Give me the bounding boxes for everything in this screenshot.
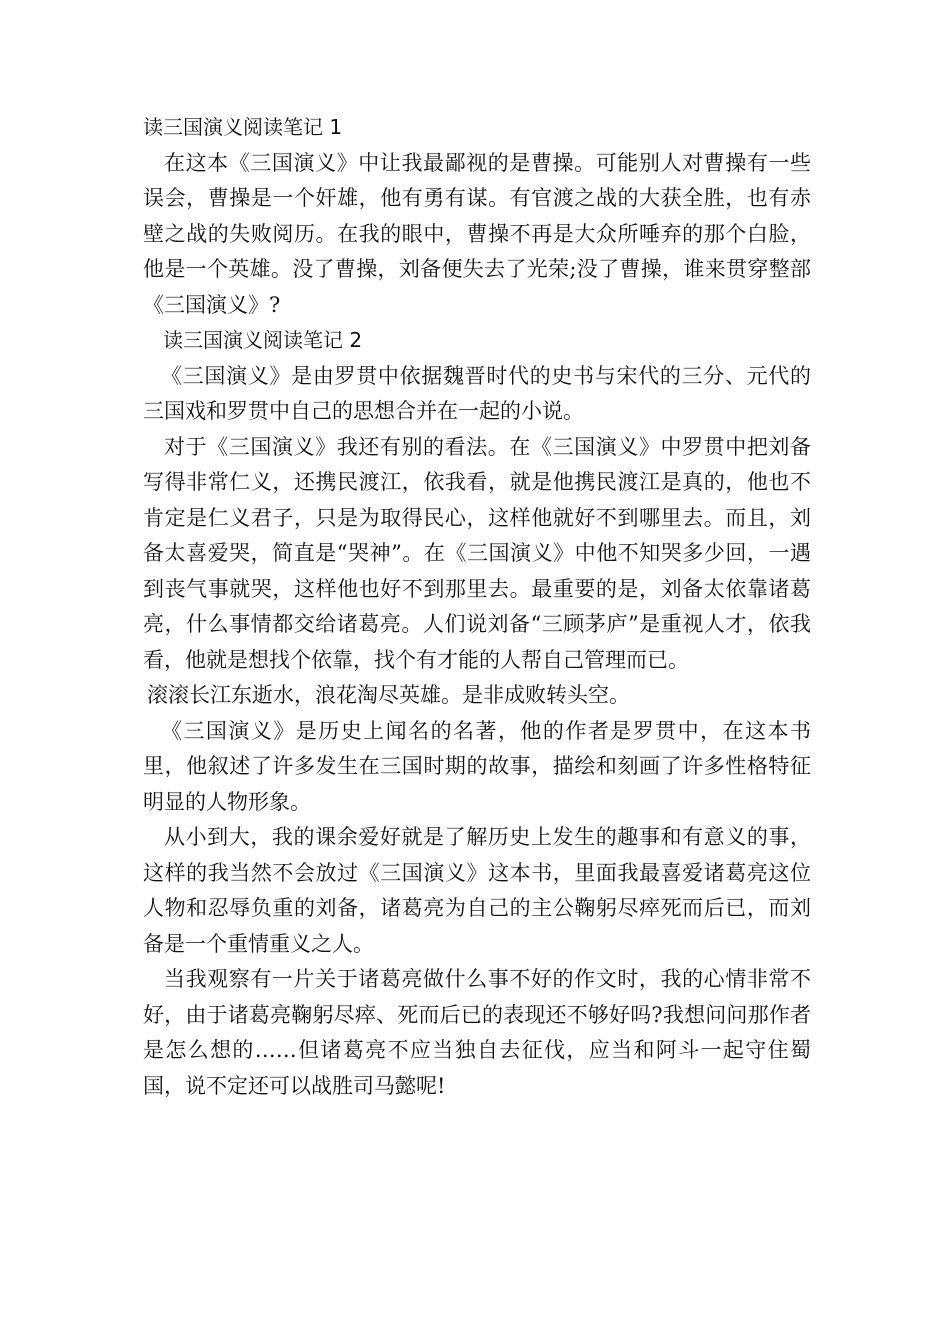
section-heading-1: 读三国演义阅读笔记 1 [143,115,343,139]
section-heading-2: 读三国演义阅读笔记 2 [163,328,363,352]
paragraph-liubei: 对于《三国演义》我还有别的看法。在《三国演义》中罗贯中把刘备写得非常仁义，还携民渡江，依我看，就是他携民渡江是真的，他也不肯定是仁义君子，只是为取得民心，这样他就好不到哪里去。而且，刘备太喜爱哭，简直是“哭神”。在《三国演义》中他不知哭多少回，一遇到丧气事就哭，这样他也好不到那里去。最重要的是，刘备太依靠诸葛亮，什么事情都交给诸葛亮。人们说刘备“三顾茅庐”是重视人才，依我看，他就是想找个依靠，找个有才能的人帮自己管理而已。 [143,434,811,672]
paragraph-caocao: 在这本《三国演义》中让我最鄙视的是曹操。可能别人对曹操有一些误会，曹操是一个奸雄，他有勇有谋。有官渡之战的大获全胜，也有赤壁之战的失败阅历。在我的眼中，曹操不再是大众所唾弃的那个白脸，他是一个英雄。没了曹操，刘备便失去了光荣;没了曹操，谁来贯穿整部《三国演义》? [143,150,811,317]
paragraph-hobby: 从小到大，我的课余爱好就是了解历史上发生的趣事和有意义的事，这样的我当然不会放过《三国演义》这本书，里面我最喜爱诸葛亮这位人物和忍辱负重的刘备，诸葛亮为自己的主公鞠躬尽瘁死而后已，而刘备是一个重情重义之人。 [143,825,811,956]
paragraph-zhuge: 当我观察有一片关于诸葛亮做什么事不好的作文时，我的心情非常不好，由于诸葛亮鞠躬尽瘁、死而后已的表现还不够好吗?我想问问那作者是怎么想的……但诸葛亮不应当独自去征伐，应当和阿斗一起守住蜀国，说不定还可以战胜司马懿呢! [143,967,811,1098]
paragraph-intro: 《三国演义》是由罗贯中依据魏晋时代的史书与宋代的三分、元代的三国戏和罗贯中自己的思想合并在一起的小说。 [143,363,811,423]
document-body [143,110,811,1104]
paragraph-poem: 滚滚长江东逝水，浪花淘尽英雄。是非成败转头空。 [147,683,630,707]
paragraph-author: 《三国演义》是历史上闻名的名著，他的作者是罗贯中，在这本书里，他叙述了许多发生在三国时期的故事，描绘和刻画了许多性格特征明显的人物形象。 [143,718,811,814]
